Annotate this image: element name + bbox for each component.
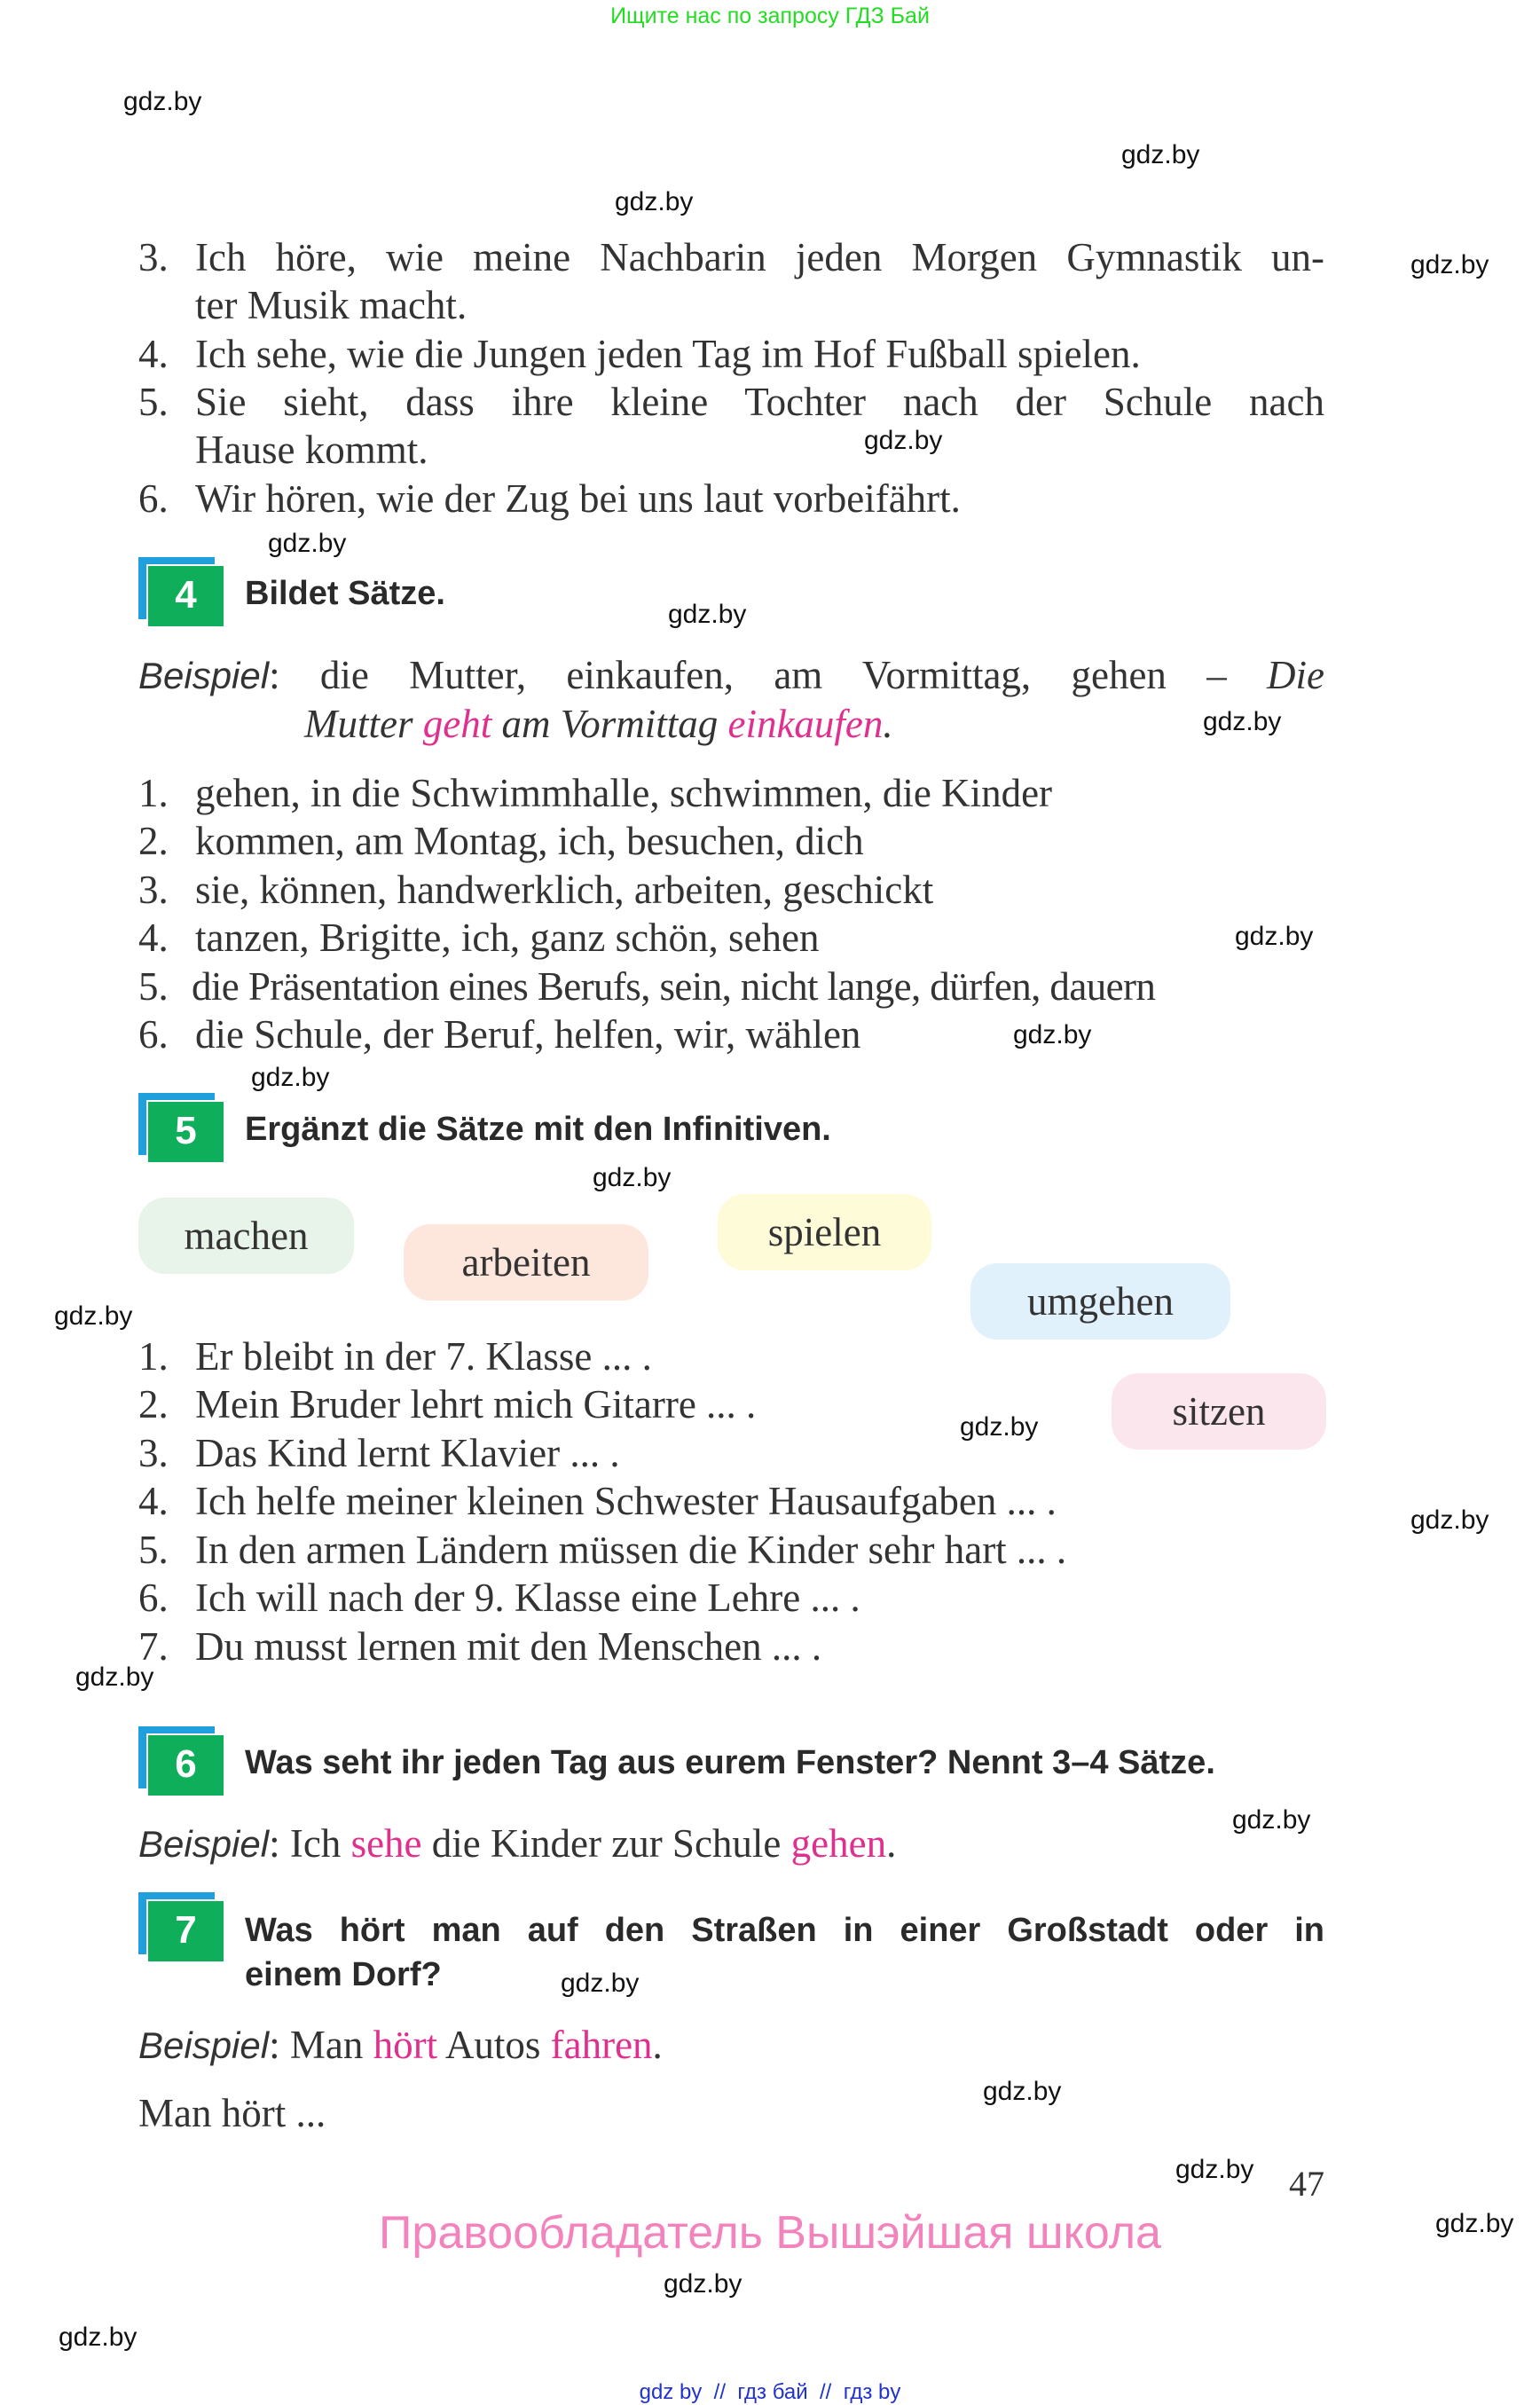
item-text: sie, können, handwerklich, arbeiten, geschickt	[195, 868, 934, 912]
item-number: 6.	[138, 476, 169, 521]
example-text: am Vormittag	[491, 702, 728, 746]
answer-start: Man hört ...	[138, 2091, 326, 2135]
watermark: gdz.by	[615, 187, 694, 216]
item-text: die Schule, der Beruf, helfen, wir, wählen	[195, 1012, 861, 1057]
footer-separator: //	[713, 2380, 726, 2404]
item-text: Mein Bruder lehrt mich Gitarre ... .	[195, 1382, 757, 1426]
example-text: : die Mutter, einkaufen, am Vormittag, gehen –	[269, 653, 1268, 697]
item-text: Sie sieht, dass ihre kleine Tochter nach der Schule nach	[195, 380, 1324, 424]
example-text: die Kinder zur Schule	[421, 1821, 791, 1866]
item-text: Wir hören, wie der Zug bei uns laut vorbeifährt.	[195, 476, 961, 521]
example-label: Beispiel	[138, 655, 270, 696]
item-number: 1.	[138, 1334, 169, 1379]
exercise-badge	[138, 557, 224, 626]
item-number: 4.	[138, 916, 169, 960]
watermark: gdz.by	[1435, 2209, 1514, 2238]
exercise-number: 4	[146, 564, 224, 626]
search-banner: Ищите нас по запросу ГДЗ Бай	[610, 4, 930, 28]
highlighted-verb: sehe	[350, 1821, 422, 1866]
item-number: 1.	[138, 771, 169, 815]
watermark: gdz.by	[1232, 1805, 1311, 1835]
item-text: Ich sehe, wie die Jungen jeden Tag im Hof Fußball spielen.	[195, 332, 1141, 376]
watermark: gdz.by	[268, 529, 347, 558]
item-number: 2.	[138, 1382, 169, 1426]
example-text: .	[652, 2023, 663, 2067]
watermark: gdz.by	[1235, 922, 1314, 951]
example-text: Mutter	[304, 702, 423, 746]
item-number: 5.	[138, 380, 169, 424]
watermark: gdz.by	[123, 87, 202, 116]
highlighted-verb: gehen	[790, 1821, 887, 1866]
item-number: 4.	[138, 1479, 169, 1523]
watermark: gdz.by	[1203, 707, 1282, 736]
watermark: gdz.by	[54, 1301, 133, 1331]
item-text: In den armen Ländern müssen die Kinder sehr hart ... .	[195, 1528, 1067, 1572]
item-text: Ich will nach der 9. Klasse eine Lehre ... .	[195, 1576, 860, 1620]
exercise-title: Was seht ihr jeden Tag aus eurem Fenster? Nennt 3–4 Sätze.	[245, 1744, 1215, 1781]
item-text: die Präsentation eines Berufs, sein, nicht lange, dürfen, dauern	[192, 964, 1156, 1009]
item-number: 2.	[138, 819, 169, 863]
word-chip-sitzen: sitzen	[1112, 1373, 1326, 1450]
item-text: tanzen, Brigitte, ich, ganz schön, sehen	[195, 916, 820, 960]
example-text: .	[883, 702, 893, 746]
exercise-badge	[138, 1892, 224, 1961]
exercise-badge	[138, 1093, 224, 1162]
item-text: kommen, am Montag, ich, besuchen, dich	[195, 819, 864, 863]
footer-link-gdz-bai[interactable]: гдз бай	[737, 2380, 808, 2404]
example-text: .	[886, 1821, 897, 1866]
footer-links	[0, 2380, 1540, 2405]
exercise-number: 5	[146, 1100, 224, 1162]
watermark: gdz.by	[1410, 1505, 1489, 1535]
highlighted-verb: einkaufen	[727, 702, 884, 746]
copyright-notice: Правообладатель Вышэйшая школа	[379, 2207, 1161, 2259]
example-line	[138, 1819, 896, 1868]
item-text: Ich helfe meiner kleinen Schwester Hausaufgaben ... .	[195, 1479, 1057, 1523]
example-text: Autos	[437, 2023, 551, 2067]
item-text: Er bleibt in der 7. Klasse ... .	[195, 1334, 652, 1379]
exercise-title: Bildet Sätze.	[245, 575, 445, 612]
example-line	[304, 700, 893, 748]
highlighted-verb: fahren	[550, 2023, 653, 2067]
word-chip-spielen: spielen	[718, 1194, 931, 1270]
item-number: 7.	[138, 1624, 169, 1669]
footer-link-gdz-by-ru[interactable]: гдз by	[843, 2380, 901, 2404]
item-number: 6.	[138, 1012, 169, 1057]
watermark: gdz.by	[1175, 2155, 1254, 2184]
word-chip-machen: machen	[138, 1198, 354, 1274]
watermark: gdz.by	[75, 1662, 154, 1692]
exercise-title: einem Dorf?	[245, 1956, 442, 1993]
watermark: gdz.by	[593, 1163, 672, 1192]
example-label: Beispiel	[138, 1823, 270, 1865]
watermark: gdz.by	[668, 600, 747, 629]
highlighted-verb: geht	[422, 702, 492, 746]
highlighted-verb: hört	[373, 2023, 438, 2067]
example-line	[138, 651, 1324, 700]
watermark: gdz.by	[251, 1063, 330, 1092]
word-chip-umgehen: umgehen	[970, 1263, 1230, 1340]
footer-link-gdz-by[interactable]: gdz by	[639, 2380, 703, 2404]
watermark: gdz.by	[59, 2322, 138, 2352]
word-chip-arbeiten: arbeiten	[404, 1224, 648, 1301]
watermark: gdz.by	[1121, 140, 1200, 169]
watermark: gdz.by	[561, 1969, 640, 1998]
item-text: Ich höre, wie meine Nachbarin jeden Morgen Gymnastik un-	[195, 235, 1324, 279]
exercise-title: Ergänzt die Sätze mit den Infinitiven.	[245, 1111, 831, 1148]
watermark: gdz.by	[983, 2077, 1062, 2106]
exercise-number: 7	[146, 1899, 224, 1961]
item-number: 6.	[138, 1576, 169, 1620]
page-number: 47	[1289, 2164, 1324, 2204]
example-label: Beispiel	[138, 2024, 270, 2066]
watermark: gdz.by	[960, 1412, 1039, 1442]
item-text: gehen, in die Schwimmhalle, schwimmen, die Kinder	[195, 771, 1053, 815]
example-line	[138, 2021, 663, 2070]
watermark: gdz.by	[664, 2269, 742, 2299]
item-number: 5.	[138, 1528, 169, 1572]
watermark: gdz.by	[1410, 250, 1489, 279]
example-text: : Ich	[269, 1821, 351, 1866]
item-text: Das Kind lernt Klavier ... .	[195, 1431, 620, 1475]
watermark: gdz.by	[864, 426, 943, 455]
item-number: 3.	[138, 235, 169, 279]
exercise-number: 6	[146, 1733, 224, 1796]
exercise-badge	[138, 1726, 224, 1796]
footer-separator: //	[820, 2380, 832, 2404]
item-number: 3.	[138, 868, 169, 912]
exercise-title: Was hört man auf den Straßen in einer Großstadt oder in	[245, 1912, 1324, 1949]
example-text: : Man	[269, 2023, 373, 2067]
watermark: gdz.by	[1013, 1020, 1092, 1049]
example-text: Die	[1267, 653, 1324, 697]
item-text: ter Musik macht.	[195, 283, 468, 327]
item-text: Hause kommt.	[195, 428, 428, 472]
item-number: 5.	[138, 964, 169, 1009]
item-number: 3.	[138, 1431, 169, 1475]
item-text: Du musst lernen mit den Menschen ... .	[195, 1624, 822, 1669]
item-number: 4.	[138, 332, 169, 376]
